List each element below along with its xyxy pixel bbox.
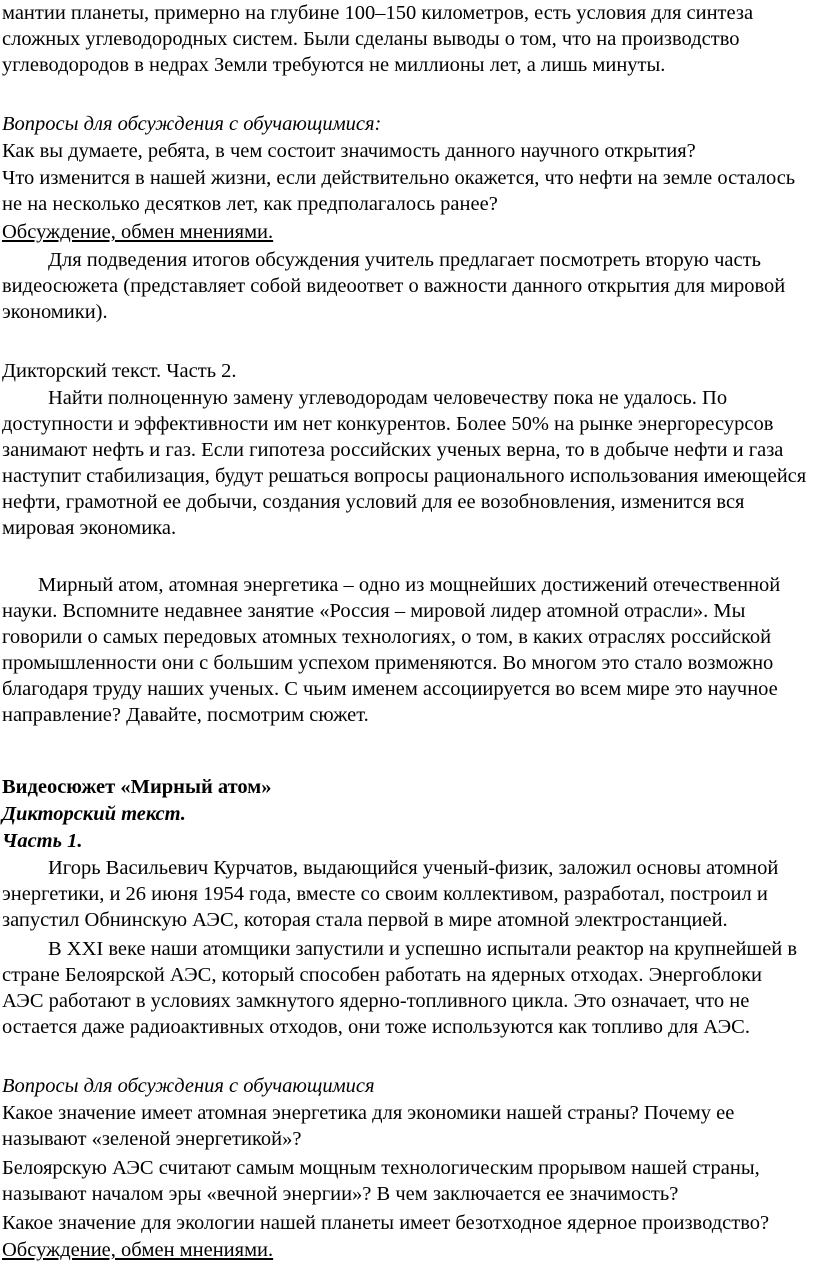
video-heading: Видеосюжет «Мирный атом» <box>2 776 272 798</box>
questions-heading-2: Вопросы для обсуждения с обучающимися <box>2 1075 375 1097</box>
paragraph-hydrocarbons: Найти полноценную замену углеводородам человечеству пока не удалось. По доступности и эффективности им нет конкурентов. Более 50% на рынке энергоресурсов занимают нефть и газ. Если гипотеза российских ученых верна, то в добыче нефти и газа наступит стабилизация, будут решаться вопросы рационального использования имеющейся нефти, грамотной ее добычи, создания условий для ее возобновления, изменится вся мировая экономика. <box>2 387 807 539</box>
discussion-note-1: Обсуждение, обмен мнениями. <box>2 221 274 243</box>
question-1a: Как вы думаете, ребята, в чем состоит значимость данного научного открытия? <box>2 140 696 162</box>
narration-heading-part2: Дикторский текст. Часть 2. <box>2 360 237 382</box>
part1-heading: Часть 1. <box>2 830 83 852</box>
question-2b: Белоярскую АЭС считают самым мощным технологическим прорывом нашей страны, называют началом эры «вечной энергии»? В чем заключается ее значимость? <box>2 1157 760 1205</box>
paragraph-peaceful-atom: Мирный атом, атомная энергетика – одно из мощнейших достижений отечественной науки. Вспомните недавнее занятие «Россия – мировой лидер атомной отрасли». Мы говорили о самых передовых атомных технологиях, о том, в каких отраслях российской промышленности они с большим успехом применяются. Во многом это стало возможно благодаря труду наших ученых. С чьим именем ассоциируется во всем мире это научное направление? Давайте, посмотрим сюжет. <box>2 574 781 726</box>
questions-heading-1: Вопросы для обсуждения с обучающимися: <box>2 113 382 135</box>
paragraph-mantle: мантии планеты, примерно на глубине 100–150 километров, есть условия для синтеза сложных углеводородных систем. Были сделаны выводы о том, что на производство углеводородов в недрах Земли требуются не миллионы лет, а лишь минуты. <box>2 2 754 76</box>
discussion-note-2: Обсуждение, обмен мнениями. <box>2 1239 274 1261</box>
paragraph-kurchatov: Игорь Васильевич Курчатов, выдающийся ученый-физик, заложил основы атомной энергетики, и 26 июня 1954 года, вместе со своим коллективом, разработал, построил и запустил Обнинскую АЭС, которая стала первой в мире атомной электростанцией. <box>2 857 779 931</box>
paragraph-beloyarsk: В XXI веке наши атомщики запустили и успешно испытали реактор на крупнейшей в стране Белоярской АЭС, который способен работать на ядерных отходах. Энергоблоки АЭС работают в условиях замкнутого ядерно-топливного цикла. Это означает, что не остается даже радиоактивных отходов, они тоже используются как топливо для АЭС. <box>2 938 798 1038</box>
narration-heading: Дикторский текст. <box>2 803 186 825</box>
question-2a: Какое значение имеет атомная энергетика для экономики нашей страны? Почему ее называют «зеленой энергетикой»? <box>2 1102 735 1150</box>
question-1b: Что изменится в нашей жизни, если действительно окажется, что нефти на земле осталось не на несколько десятков лет, как предполагалось ранее? <box>2 167 796 215</box>
question-2c: Какое значение для экологии нашей планеты имеет безотходное ядерное производство? <box>2 1212 770 1234</box>
paragraph-summary-intro: Для подведения итогов обсуждения учитель предлагает посмотреть вторую часть видеосюжета (представляет собой видеоответ о важности данного открытия для мировой экономики). <box>2 249 786 323</box>
